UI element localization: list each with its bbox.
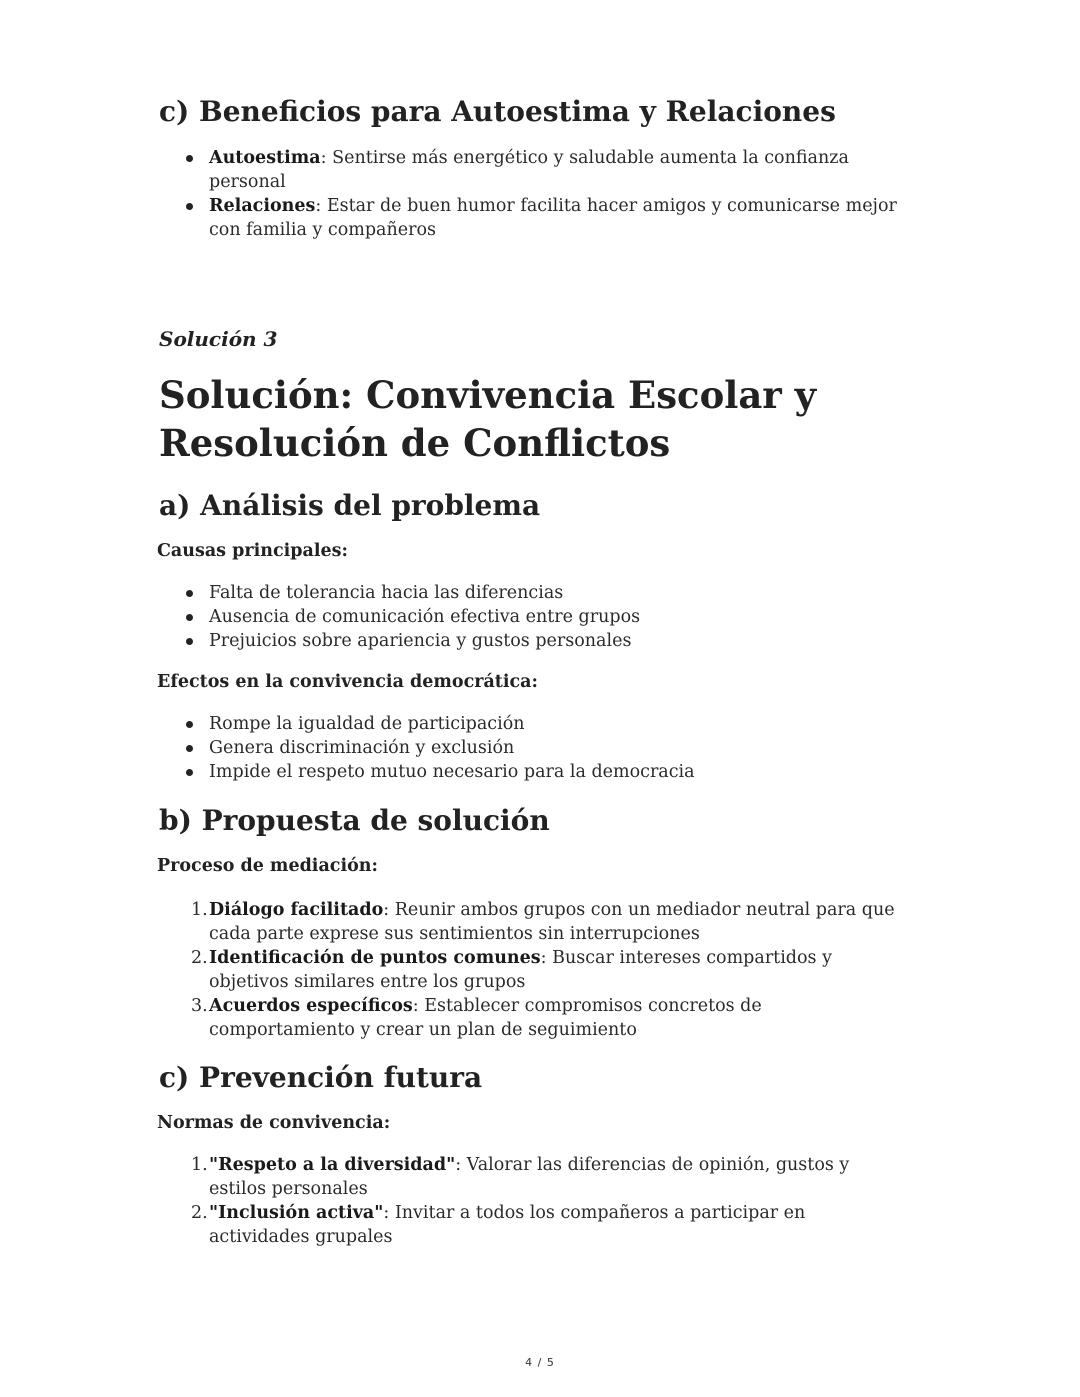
causes-list xyxy=(159,581,899,653)
section-heading-analisis: a) Análisis del problema xyxy=(159,489,541,522)
norms-label: Normas de convivencia: xyxy=(157,1113,391,1133)
section-heading-propuesta: b) Propuesta de solución xyxy=(159,804,550,837)
effects-list xyxy=(159,712,899,784)
list-item: Ausencia de comunicación efectiva entre grupos xyxy=(159,605,899,629)
bullet-icon xyxy=(186,769,193,776)
list-item: 2. Identificación de puntos comunes: Buscar intereses compartidos y objetivos similares entre los grupos xyxy=(191,948,832,992)
section-heading-beneficios: c) Beneficios para Autoestima y Relaciones xyxy=(159,95,836,128)
mediation-label: Proceso de mediación: xyxy=(157,856,378,876)
norms-list xyxy=(159,1153,899,1249)
bullet-icon xyxy=(186,638,193,645)
section-heading-prevencion: c) Prevención futura xyxy=(159,1061,483,1094)
bullet-icon xyxy=(186,614,193,621)
list-item: Falta de tolerancia hacia las diferencias xyxy=(159,581,899,605)
effects-label: Efectos en la convivencia democrática: xyxy=(157,672,538,692)
list-item: Genera discriminación y exclusión xyxy=(159,736,899,760)
causes-label: Causas principales: xyxy=(157,541,348,561)
list-item: 1. "Respeto a la diversidad": Valorar las diferencias de opinión, gustos y estilos personales xyxy=(191,1155,850,1199)
list-item: Rompe la igualdad de participación xyxy=(159,712,899,736)
list-item: 2. "Inclusión activa": Invitar a todos los compañeros a participar en actividades grupales xyxy=(191,1203,806,1247)
beneficios-list xyxy=(159,146,899,242)
bullet-icon xyxy=(186,155,193,162)
bullet-icon xyxy=(186,745,193,752)
list-item: Prejuicios sobre apariencia y gustos personales xyxy=(159,629,899,653)
solution-kicker: Solución 3 xyxy=(159,327,278,351)
bullet-icon xyxy=(186,203,193,210)
bullet-icon xyxy=(186,590,193,597)
list-item: Autoestima: Sentirse más energético y saludable aumenta la confianza personal xyxy=(159,146,899,194)
list-item: 3. Acuerdos específicos: Establecer compromisos concretos de comportamiento y crear un plan de seguimiento xyxy=(191,996,762,1040)
mediation-steps xyxy=(159,898,899,1042)
list-item: Relaciones: Estar de buen humor facilita hacer amigos y comunicarse mejor con familia y compañeros xyxy=(159,194,899,242)
list-item: Impide el respeto mutuo necesario para la democracia xyxy=(159,760,899,784)
list-item: 1. Diálogo facilitado: Reunir ambos grupos con un mediador neutral para que cada parte exprese sus sentimientos sin interrupciones xyxy=(191,900,895,944)
page-indicator: 4 / 5 xyxy=(525,1356,555,1369)
bullet-icon xyxy=(186,721,193,728)
page-title: Solución: Convivencia Escolar y Resolución de Conflictos xyxy=(159,373,817,465)
